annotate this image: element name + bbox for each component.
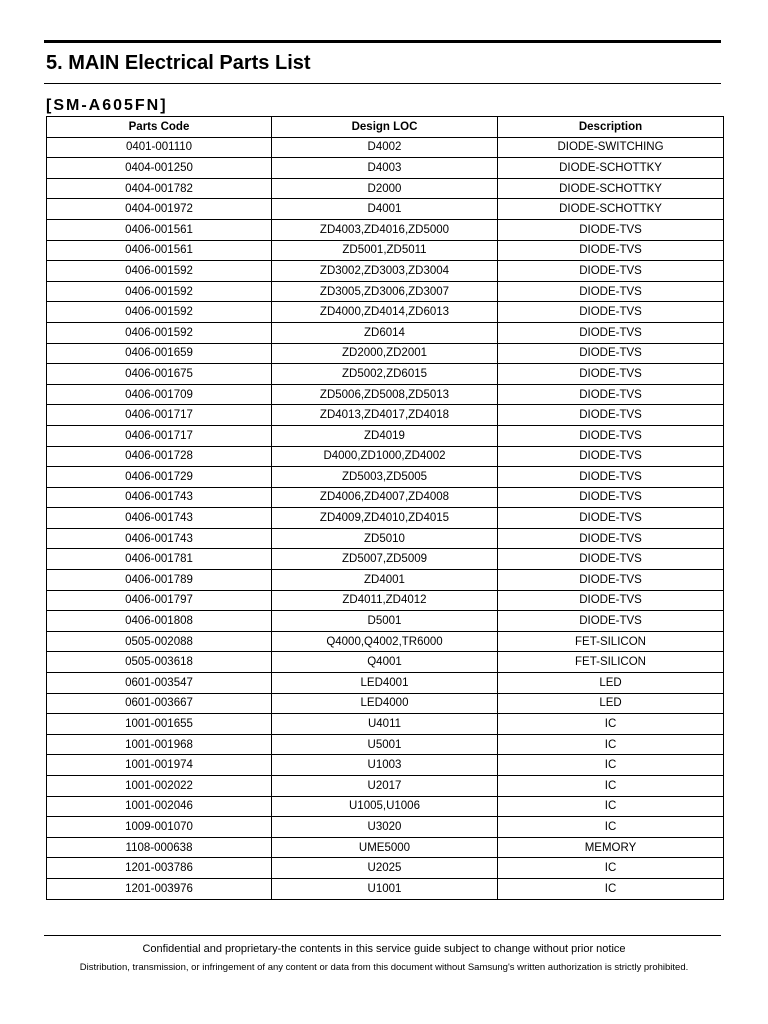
cell-design-loc: U2025 <box>272 858 498 879</box>
cell-design-loc: ZD5002,ZD6015 <box>272 364 498 385</box>
cell-parts-code: 0601-003547 <box>47 673 272 694</box>
table-row <box>47 611 724 632</box>
table-row <box>47 631 724 652</box>
cell-design-loc: U5001 <box>272 734 498 755</box>
top-rule <box>44 40 721 43</box>
table-row <box>47 776 724 797</box>
cell-parts-code: 1001-001968 <box>47 734 272 755</box>
table-row <box>47 734 724 755</box>
footer-confidential: Confidential and proprietary-the contents in this service guide subject to change without prior notice <box>142 943 626 955</box>
cell-description: DIODE-TVS <box>498 219 724 240</box>
cell-parts-code: 0401-001110 <box>47 137 272 158</box>
table-row <box>47 467 724 488</box>
table-row <box>47 219 724 240</box>
table-row <box>47 714 724 735</box>
cell-description: DIODE-TVS <box>498 549 724 570</box>
cell-parts-code: 0406-001797 <box>47 590 272 611</box>
header-description: Description <box>498 117 724 138</box>
table-row <box>47 446 724 467</box>
table-row <box>47 425 724 446</box>
cell-parts-code: 0406-001561 <box>47 219 272 240</box>
cell-parts-code: 1001-001974 <box>47 755 272 776</box>
cell-parts-code: 1001-001655 <box>47 714 272 735</box>
cell-parts-code: 0406-001729 <box>47 467 272 488</box>
cell-design-loc: U1005,U1006 <box>272 796 498 817</box>
table-row <box>47 590 724 611</box>
table-row <box>47 487 724 508</box>
table-row <box>47 796 724 817</box>
cell-design-loc: D4001 <box>272 199 498 220</box>
cell-description: DIODE-TVS <box>498 570 724 591</box>
table-row <box>47 158 724 179</box>
cell-description: IC <box>498 796 724 817</box>
cell-parts-code: 0406-001561 <box>47 240 272 261</box>
cell-parts-code: 0406-001789 <box>47 570 272 591</box>
header-design-loc: Design LOC <box>272 117 498 138</box>
table-row <box>47 178 724 199</box>
cell-parts-code: 0406-001728 <box>47 446 272 467</box>
cell-parts-code: 0406-001592 <box>47 281 272 302</box>
cell-parts-code: 0601-003667 <box>47 693 272 714</box>
cell-parts-code: 0406-001743 <box>47 528 272 549</box>
table-row <box>47 693 724 714</box>
cell-design-loc: U3020 <box>272 817 498 838</box>
page-title: 5. MAIN Electrical Parts List <box>46 52 311 74</box>
cell-description: IC <box>498 878 724 899</box>
cell-description: DIODE-SWITCHING <box>498 137 724 158</box>
cell-design-loc: ZD4011,ZD4012 <box>272 590 498 611</box>
cell-design-loc: LED4001 <box>272 673 498 694</box>
cell-description: IC <box>498 755 724 776</box>
table-row <box>47 405 724 426</box>
cell-parts-code: 0404-001972 <box>47 199 272 220</box>
cell-design-loc: ZD6014 <box>272 322 498 343</box>
cell-description: DIODE-SCHOTTKY <box>498 178 724 199</box>
table-row <box>47 570 724 591</box>
table-row <box>47 343 724 364</box>
table-row <box>47 878 724 899</box>
cell-parts-code: 1009-001070 <box>47 817 272 838</box>
cell-description: DIODE-SCHOTTKY <box>498 158 724 179</box>
cell-parts-code: 0404-001782 <box>47 178 272 199</box>
cell-description: MEMORY <box>498 837 724 858</box>
cell-description: LED <box>498 673 724 694</box>
table-row <box>47 837 724 858</box>
cell-description: DIODE-TVS <box>498 281 724 302</box>
cell-description: DIODE-TVS <box>498 590 724 611</box>
cell-design-loc: D4000,ZD1000,ZD4002 <box>272 446 498 467</box>
cell-design-loc: ZD5010 <box>272 528 498 549</box>
table-row <box>47 549 724 570</box>
cell-parts-code: 0505-003618 <box>47 652 272 673</box>
cell-parts-code: 0406-001592 <box>47 261 272 282</box>
cell-parts-code: 0406-001592 <box>47 302 272 323</box>
cell-parts-code: 1001-002046 <box>47 796 272 817</box>
cell-design-loc: ZD2000,ZD2001 <box>272 343 498 364</box>
footer-rule <box>44 935 721 936</box>
cell-design-loc: U2017 <box>272 776 498 797</box>
cell-description: FET-SILICON <box>498 631 724 652</box>
cell-description: DIODE-TVS <box>498 611 724 632</box>
cell-design-loc: ZD3002,ZD3003,ZD3004 <box>272 261 498 282</box>
cell-design-loc: ZD5001,ZD5011 <box>272 240 498 261</box>
cell-design-loc: ZD5007,ZD5009 <box>272 549 498 570</box>
cell-design-loc: ZD4000,ZD4014,ZD6013 <box>272 302 498 323</box>
cell-design-loc: ZD3005,ZD3006,ZD3007 <box>272 281 498 302</box>
cell-parts-code: 0404-001250 <box>47 158 272 179</box>
cell-parts-code: 0406-001808 <box>47 611 272 632</box>
title-rule <box>44 83 721 84</box>
cell-description: IC <box>498 858 724 879</box>
cell-description: IC <box>498 714 724 735</box>
cell-parts-code: 1201-003976 <box>47 878 272 899</box>
cell-design-loc: D4002 <box>272 137 498 158</box>
cell-description: LED <box>498 693 724 714</box>
parts-table <box>46 116 724 900</box>
cell-description: FET-SILICON <box>498 652 724 673</box>
cell-description: DIODE-TVS <box>498 364 724 385</box>
table-body <box>47 137 724 899</box>
cell-parts-code: 1108-000638 <box>47 837 272 858</box>
cell-design-loc: ZD5006,ZD5008,ZD5013 <box>272 384 498 405</box>
cell-design-loc: ZD4006,ZD4007,ZD4008 <box>272 487 498 508</box>
cell-design-loc: D2000 <box>272 178 498 199</box>
cell-parts-code: 0406-001709 <box>47 384 272 405</box>
table-row <box>47 364 724 385</box>
cell-description: DIODE-TVS <box>498 302 724 323</box>
table-row <box>47 858 724 879</box>
cell-description: DIODE-TVS <box>498 446 724 467</box>
cell-description: DIODE-TVS <box>498 405 724 426</box>
table-row <box>47 755 724 776</box>
cell-design-loc: U1001 <box>272 878 498 899</box>
cell-design-loc: D5001 <box>272 611 498 632</box>
cell-design-loc: Q4001 <box>272 652 498 673</box>
model-label: [SM-A605FN] <box>46 97 168 114</box>
table-row <box>47 384 724 405</box>
cell-parts-code: 0406-001743 <box>47 508 272 529</box>
cell-parts-code: 0406-001592 <box>47 322 272 343</box>
cell-design-loc: Q4000,Q4002,TR6000 <box>272 631 498 652</box>
cell-design-loc: ZD5003,ZD5005 <box>272 467 498 488</box>
cell-design-loc: ZD4003,ZD4016,ZD5000 <box>272 219 498 240</box>
cell-design-loc: ZD4009,ZD4010,ZD4015 <box>272 508 498 529</box>
cell-design-loc: U1003 <box>272 755 498 776</box>
table-row <box>47 137 724 158</box>
table-row <box>47 652 724 673</box>
cell-design-loc: U4011 <box>272 714 498 735</box>
table-row <box>47 528 724 549</box>
cell-parts-code: 0505-002088 <box>47 631 272 652</box>
table-row <box>47 261 724 282</box>
cell-description: DIODE-SCHOTTKY <box>498 199 724 220</box>
cell-description: IC <box>498 776 724 797</box>
table-row <box>47 199 724 220</box>
cell-description: DIODE-TVS <box>498 528 724 549</box>
cell-description: IC <box>498 817 724 838</box>
cell-parts-code: 0406-001717 <box>47 405 272 426</box>
cell-description: DIODE-TVS <box>498 343 724 364</box>
cell-parts-code: 0406-001717 <box>47 425 272 446</box>
cell-description: DIODE-TVS <box>498 508 724 529</box>
cell-parts-code: 1001-002022 <box>47 776 272 797</box>
cell-design-loc: D4003 <box>272 158 498 179</box>
cell-description: IC <box>498 734 724 755</box>
cell-description: DIODE-TVS <box>498 425 724 446</box>
cell-design-loc: UME5000 <box>272 837 498 858</box>
table-row <box>47 322 724 343</box>
cell-description: DIODE-TVS <box>498 261 724 282</box>
cell-description: DIODE-TVS <box>498 467 724 488</box>
header-parts-code: Parts Code <box>47 117 272 138</box>
table-header-row <box>47 117 724 138</box>
table-row <box>47 508 724 529</box>
cell-design-loc: ZD4001 <box>272 570 498 591</box>
cell-parts-code: 1201-003786 <box>47 858 272 879</box>
cell-design-loc: ZD4019 <box>272 425 498 446</box>
cell-design-loc: LED4000 <box>272 693 498 714</box>
cell-parts-code: 0406-001675 <box>47 364 272 385</box>
cell-description: DIODE-TVS <box>498 240 724 261</box>
cell-description: DIODE-TVS <box>498 384 724 405</box>
cell-design-loc: ZD4013,ZD4017,ZD4018 <box>272 405 498 426</box>
cell-parts-code: 0406-001743 <box>47 487 272 508</box>
footer-distribution: Distribution, transmission, or infringement of any content or data from this document without Samsung's written authorization is strictly prohibited. <box>79 962 689 973</box>
table-row <box>47 281 724 302</box>
table-row <box>47 240 724 261</box>
cell-description: DIODE-TVS <box>498 487 724 508</box>
table-row <box>47 673 724 694</box>
table-row <box>47 817 724 838</box>
cell-parts-code: 0406-001659 <box>47 343 272 364</box>
table-row <box>47 302 724 323</box>
cell-description: DIODE-TVS <box>498 322 724 343</box>
cell-parts-code: 0406-001781 <box>47 549 272 570</box>
